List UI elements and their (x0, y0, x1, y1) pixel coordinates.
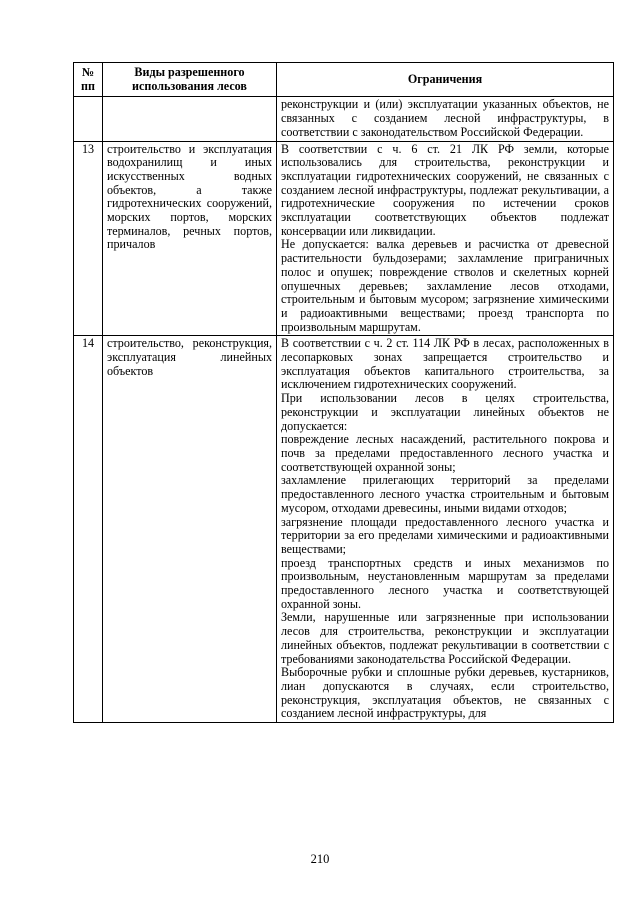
restriction-paragraph: загрязнение площади предоставленного лесного участка и территории за его пределами химическими и радиоактивными веществами; (281, 514, 609, 556)
cell-number (74, 97, 103, 141)
cell-number: 14 (74, 336, 103, 723)
restriction-paragraph: повреждение лесных насаждений, растительного покрова и почв за пределами предоставленного лесного участка и соответствующей охранной зоны; (281, 432, 609, 474)
header-restrictions: Ограничения (277, 63, 614, 97)
cell-use-type (103, 97, 277, 141)
restriction-paragraph: В соответствии с ч. 6 ст. 21 ЛК РФ земли, которые использовались для строительства, реконструкции и эксплуатации гидротехнических сооружений, не связанных с созданием лесной инфраструктуры, подлежат рекультивации, а гидротехнические сооружения по истечении сроков эксплуатации соответствующих объектов подлежат консервации или ликвидации. (281, 141, 609, 238)
restriction-paragraph: проезд транспортных средств и иных механизмов по произвольным, неустановленным маршрутам за пределами предоставленного лесного участка и соответствующей охранной зоны. (281, 555, 609, 611)
cell-restrictions (277, 336, 614, 723)
cell-use-type: строительство и эксплуатация водохранилищ и иных искусственных водных объектов, а также гидротехнических сооружений, морских портов, морских терминалов, речных портов, причалов (103, 141, 277, 336)
page-number: 210 (310, 852, 330, 866)
restriction-paragraph: В соответствии с ч. 2 ст. 114 ЛК РФ в лесах, расположенных в лесопарковых зонах запрещается строительство и эксплуатация объектов капитального строительства, за исключением гидротехнических сооружений. (281, 336, 609, 392)
table-row-continuation (74, 97, 614, 141)
restriction-paragraph: Выборочные рубки и сплошные рубки деревьев, кустарников, лиан допускаются в случаях, если строительство, реконструкция, эксплуатация объектов, не связанных с созданием лесной инфраструктуры, для (281, 665, 609, 721)
cell-restrictions (277, 97, 614, 141)
cell-restrictions (277, 141, 614, 336)
restriction-paragraph: Земли, нарушенные или загрязненные при использовании лесов для строительства, реконструкции и эксплуатации линейных объектов, подлежат рекультивации в соответствии с требованиями законодательства Российской Федерации. (281, 610, 609, 666)
restriction-paragraph: При использовании лесов в целях строительства, реконструкции и эксплуатации линейных объектов не допускается: (281, 391, 609, 433)
restriction-paragraph: захламление прилегающих территорий за пределами предоставленного лесного участка строительным и бытовым мусором, отходами древесины, иными видами отходов; (281, 473, 609, 515)
restrictions-table (73, 62, 614, 723)
restriction-paragraph: реконструкции и (или) эксплуатации указанных объектов, не связанных с созданием лесной инфраструктуры, в соответствии с законодательством Российской Федерации. (281, 97, 609, 139)
header-number: № пп (74, 63, 103, 97)
cell-use-type: строительство, реконструкция, эксплуатация линейных объектов (103, 336, 277, 723)
table-header-row (74, 63, 614, 97)
table-row-14 (74, 336, 614, 723)
table-row-13 (74, 141, 614, 336)
cell-number: 13 (74, 141, 103, 336)
header-use-type: Виды разрешенного использования лесов (103, 63, 277, 97)
restriction-paragraph: Не допускается: валка деревьев и расчистка от древесной растительности бульдозерами; захламление приграничных полос и опушек; повреждение стволов и скелетных корней опушечных деревьев; захламление лесов отходами, строительным и бытовым мусором; загрязнение химическими и радиоактивными веществами; проезд транспорта по произвольным маршрутам. (281, 237, 609, 334)
